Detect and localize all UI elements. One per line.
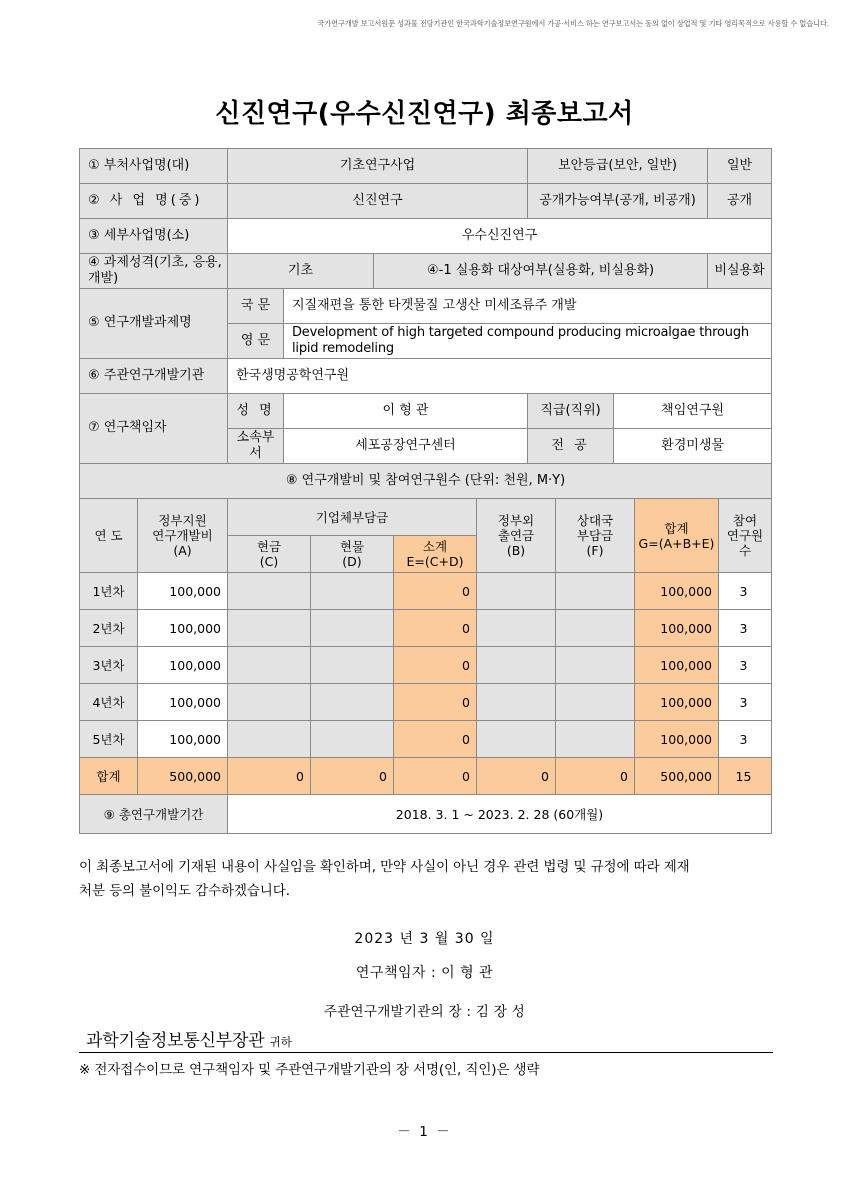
row-year: 1년차 bbox=[80, 573, 138, 610]
row-subtotal: 0 bbox=[394, 684, 477, 721]
page-title: 신진연구(우수신진연구) 최종보고서 bbox=[215, 99, 634, 129]
row-partner bbox=[556, 647, 635, 684]
table-row bbox=[80, 573, 772, 610]
pi-rank-label: 직급(직위) bbox=[528, 394, 614, 429]
disclosure-value: 공개 bbox=[708, 184, 772, 219]
col-partner-header bbox=[556, 499, 635, 573]
declaration-line-1: 이 최종보고서에 기재된 내용이 사실임을 확인하며, 만약 사실이 아닌 경우 관련 법령 및 규정에 따라 제재 bbox=[79, 859, 690, 875]
row-researchers: 3 bbox=[719, 573, 772, 610]
total-line2: G=(A+B+E) bbox=[638, 535, 715, 551]
subtotal-line1: 소계 bbox=[422, 539, 448, 554]
total-row-nongov: 0 bbox=[477, 758, 556, 795]
row-total: 100,000 bbox=[635, 610, 719, 647]
english-title-label: 영 문 bbox=[228, 324, 284, 359]
report-cover-table bbox=[79, 148, 771, 834]
copyright-disclaimer: 국가연구개발 보고서원문 성과물 전담기관인 한국과학기술정보연구원에서 가공·서비스 하는 연구보고서는 동의 없이 상업적 및 기타 영리목적으로 사용할 수 없습니다. bbox=[317, 19, 829, 28]
row-researchers: 3 bbox=[719, 684, 772, 721]
security-level-label: 보안등급(보안, 일반) bbox=[528, 149, 708, 184]
row-gov: 100,000 bbox=[138, 573, 228, 610]
total-row-total: 500,000 bbox=[635, 758, 719, 795]
col-researchers-header bbox=[719, 499, 772, 573]
table-header-row bbox=[80, 499, 772, 536]
row-total: 100,000 bbox=[635, 573, 719, 610]
gov-support-line2: 연구개발비 bbox=[152, 528, 213, 543]
inkind-line1: 현물 bbox=[339, 539, 365, 554]
row-inkind bbox=[311, 610, 394, 647]
row-gov: 100,000 bbox=[138, 684, 228, 721]
page-number: － 1 － bbox=[397, 1124, 452, 1140]
row-nongov bbox=[477, 610, 556, 647]
row-total: 100,000 bbox=[635, 647, 719, 684]
total-line1: 합계 bbox=[664, 520, 689, 536]
row-total: 100,000 bbox=[635, 684, 719, 721]
korean-title-label: 국 문 bbox=[228, 289, 284, 324]
security-level-value: 일반 bbox=[708, 149, 772, 184]
ministry-program-value: 기초연구사업 bbox=[228, 149, 528, 184]
addressee-ministry: 과학기술정보통신부장관 bbox=[86, 1031, 265, 1051]
declaration-statement bbox=[79, 856, 775, 903]
project-info-table bbox=[79, 148, 772, 499]
budget-section-caption: ⑧ 연구개발비 및 참여연구원수 (단위: 천원, M·Y) bbox=[80, 464, 772, 499]
project-type-label: ④ 과제성격(기초, 응용, 개발) bbox=[80, 254, 228, 289]
partner-line1: 상대국 bbox=[576, 513, 614, 528]
pi-major-value: 환경미생물 bbox=[614, 429, 772, 464]
subprogram-label: ③ 세부사업명(소) bbox=[80, 219, 228, 254]
partner-line3: (F) bbox=[586, 543, 604, 558]
total-row-cash: 0 bbox=[228, 758, 311, 795]
budget-table bbox=[79, 498, 772, 834]
col-company-group-header: 기업체부담금 bbox=[228, 499, 477, 536]
row-researchers: 3 bbox=[719, 721, 772, 758]
row-cash bbox=[228, 721, 311, 758]
table-row bbox=[80, 359, 772, 394]
row-year: 3년차 bbox=[80, 647, 138, 684]
total-row-inkind: 0 bbox=[311, 758, 394, 795]
submission-note: ※ 전자접수이므로 연구책임자 및 주관연구개발기관의 장 서명(인, 직인)은 생략 bbox=[79, 1062, 540, 1078]
row-nongov bbox=[477, 573, 556, 610]
row-cash bbox=[228, 610, 311, 647]
subprogram-value: 우수신진연구 bbox=[228, 219, 772, 254]
ministry-program-label: ① 부처사업명(대) bbox=[80, 149, 228, 184]
col-cash-header bbox=[228, 536, 311, 573]
nongov-line1: 정부외 bbox=[497, 513, 535, 528]
english-title-value: Development of high targeted compound producing microalgae through lipid remodeling bbox=[284, 324, 772, 359]
nongov-line2: 출연금 bbox=[497, 528, 535, 543]
col-nongov-header bbox=[477, 499, 556, 573]
row-subtotal: 0 bbox=[394, 610, 477, 647]
pi-label: ⑦ 연구책임자 bbox=[80, 394, 228, 464]
table-row bbox=[80, 219, 772, 254]
commercialization-label: ④-1 실용화 대상여부(실용화, 비실용화) bbox=[374, 254, 708, 289]
table-row bbox=[80, 289, 772, 324]
row-gov: 100,000 bbox=[138, 721, 228, 758]
table-row bbox=[80, 647, 772, 684]
row-nongov bbox=[477, 721, 556, 758]
pi-name-label: 성 명 bbox=[228, 394, 284, 429]
addressee-underline bbox=[79, 1052, 773, 1053]
pi-major-label: 전 공 bbox=[528, 429, 614, 464]
row-nongov bbox=[477, 684, 556, 721]
subtotal-line2: E=(C+D) bbox=[406, 554, 464, 569]
row-subtotal: 0 bbox=[394, 573, 477, 610]
total-row-researchers: 15 bbox=[719, 758, 772, 795]
total-row-subtotal: 0 bbox=[394, 758, 477, 795]
row-cash bbox=[228, 684, 311, 721]
row-partner bbox=[556, 573, 635, 610]
signature-principal-investigator: 연구책임자 : 이 형 관 bbox=[355, 965, 494, 981]
addressee-honorific: 귀하 bbox=[269, 1035, 292, 1049]
gov-support-line1: 정부지원 bbox=[158, 513, 207, 528]
gov-support-line3: (A) bbox=[173, 543, 192, 558]
program-name-label: ② 사 업 명(중) bbox=[80, 184, 228, 219]
pi-rank-value: 책임연구원 bbox=[614, 394, 772, 429]
table-row bbox=[80, 684, 772, 721]
row-inkind bbox=[311, 721, 394, 758]
row-partner bbox=[556, 610, 635, 647]
row-researchers: 3 bbox=[719, 610, 772, 647]
addressee bbox=[86, 1026, 292, 1051]
signature-institution-head: 주관연구개발기관의 장 : 김 장 성 bbox=[323, 1004, 526, 1020]
pi-dept-value: 세포공장연구센터 bbox=[284, 429, 528, 464]
research-period-label: ⑨ 총연구개발기간 bbox=[80, 795, 228, 834]
col-total-header bbox=[635, 499, 719, 573]
col-subtotal-header bbox=[394, 536, 477, 573]
program-name-value: 신진연구 bbox=[228, 184, 528, 219]
row-partner bbox=[556, 684, 635, 721]
host-institution-label: ⑥ 주관연구개발기관 bbox=[80, 359, 228, 394]
table-row bbox=[80, 184, 772, 219]
project-type-value: 기초 bbox=[228, 254, 374, 289]
row-gov: 100,000 bbox=[138, 610, 228, 647]
row-researchers: 3 bbox=[719, 647, 772, 684]
row-inkind bbox=[311, 684, 394, 721]
pi-name-value: 이 형 관 bbox=[284, 394, 528, 429]
total-row-gov: 500,000 bbox=[138, 758, 228, 795]
table-row bbox=[80, 254, 772, 289]
row-cash bbox=[228, 647, 311, 684]
row-inkind bbox=[311, 573, 394, 610]
table-row bbox=[80, 464, 772, 499]
row-year: 5년차 bbox=[80, 721, 138, 758]
nongov-line3: (B) bbox=[506, 543, 526, 558]
total-row-year: 합계 bbox=[80, 758, 138, 795]
researchers-line2: 연구원수 bbox=[726, 528, 764, 558]
row-gov: 100,000 bbox=[138, 647, 228, 684]
col-inkind-header bbox=[311, 536, 394, 573]
row-inkind bbox=[311, 647, 394, 684]
row-year: 4년차 bbox=[80, 684, 138, 721]
cash-line1: 현금 bbox=[256, 539, 282, 554]
cash-line2: (C) bbox=[259, 554, 279, 569]
project-title-label: ⑤ 연구개발과제명 bbox=[80, 289, 228, 359]
row-partner bbox=[556, 721, 635, 758]
row-subtotal: 0 bbox=[394, 721, 477, 758]
host-institution-value: 한국생명공학연구원 bbox=[228, 359, 772, 394]
table-row bbox=[80, 795, 772, 834]
col-gov-support-header bbox=[138, 499, 228, 573]
table-row bbox=[80, 721, 772, 758]
declaration-line-2: 처분 등의 불이익도 감수하겠습니다. bbox=[79, 882, 290, 899]
pi-dept-label: 소속부서 bbox=[228, 429, 284, 464]
table-row bbox=[80, 149, 772, 184]
signature-date: 2023 년 3 월 30 일 bbox=[354, 931, 495, 947]
table-row bbox=[80, 610, 772, 647]
partner-line2: 부담금 bbox=[576, 528, 614, 543]
row-cash bbox=[228, 573, 311, 610]
korean-title-value: 지질재편을 통한 타겟물질 고생산 미세조류주 개발 bbox=[284, 289, 772, 324]
row-year: 2년차 bbox=[80, 610, 138, 647]
col-year-header: 연 도 bbox=[80, 499, 138, 573]
row-total: 100,000 bbox=[635, 721, 719, 758]
research-period-value: 2018. 3. 1 ~ 2023. 2. 28 (60개월) bbox=[228, 795, 772, 834]
table-row bbox=[80, 394, 772, 429]
commercialization-value: 비실용화 bbox=[708, 254, 772, 289]
disclosure-label: 공개가능여부(공개, 비공개) bbox=[528, 184, 708, 219]
inkind-line2: (D) bbox=[342, 554, 362, 569]
table-total-row bbox=[80, 758, 772, 795]
researchers-line1: 참여 bbox=[732, 513, 758, 528]
row-subtotal: 0 bbox=[394, 647, 477, 684]
total-row-partner: 0 bbox=[556, 758, 635, 795]
row-nongov bbox=[477, 647, 556, 684]
